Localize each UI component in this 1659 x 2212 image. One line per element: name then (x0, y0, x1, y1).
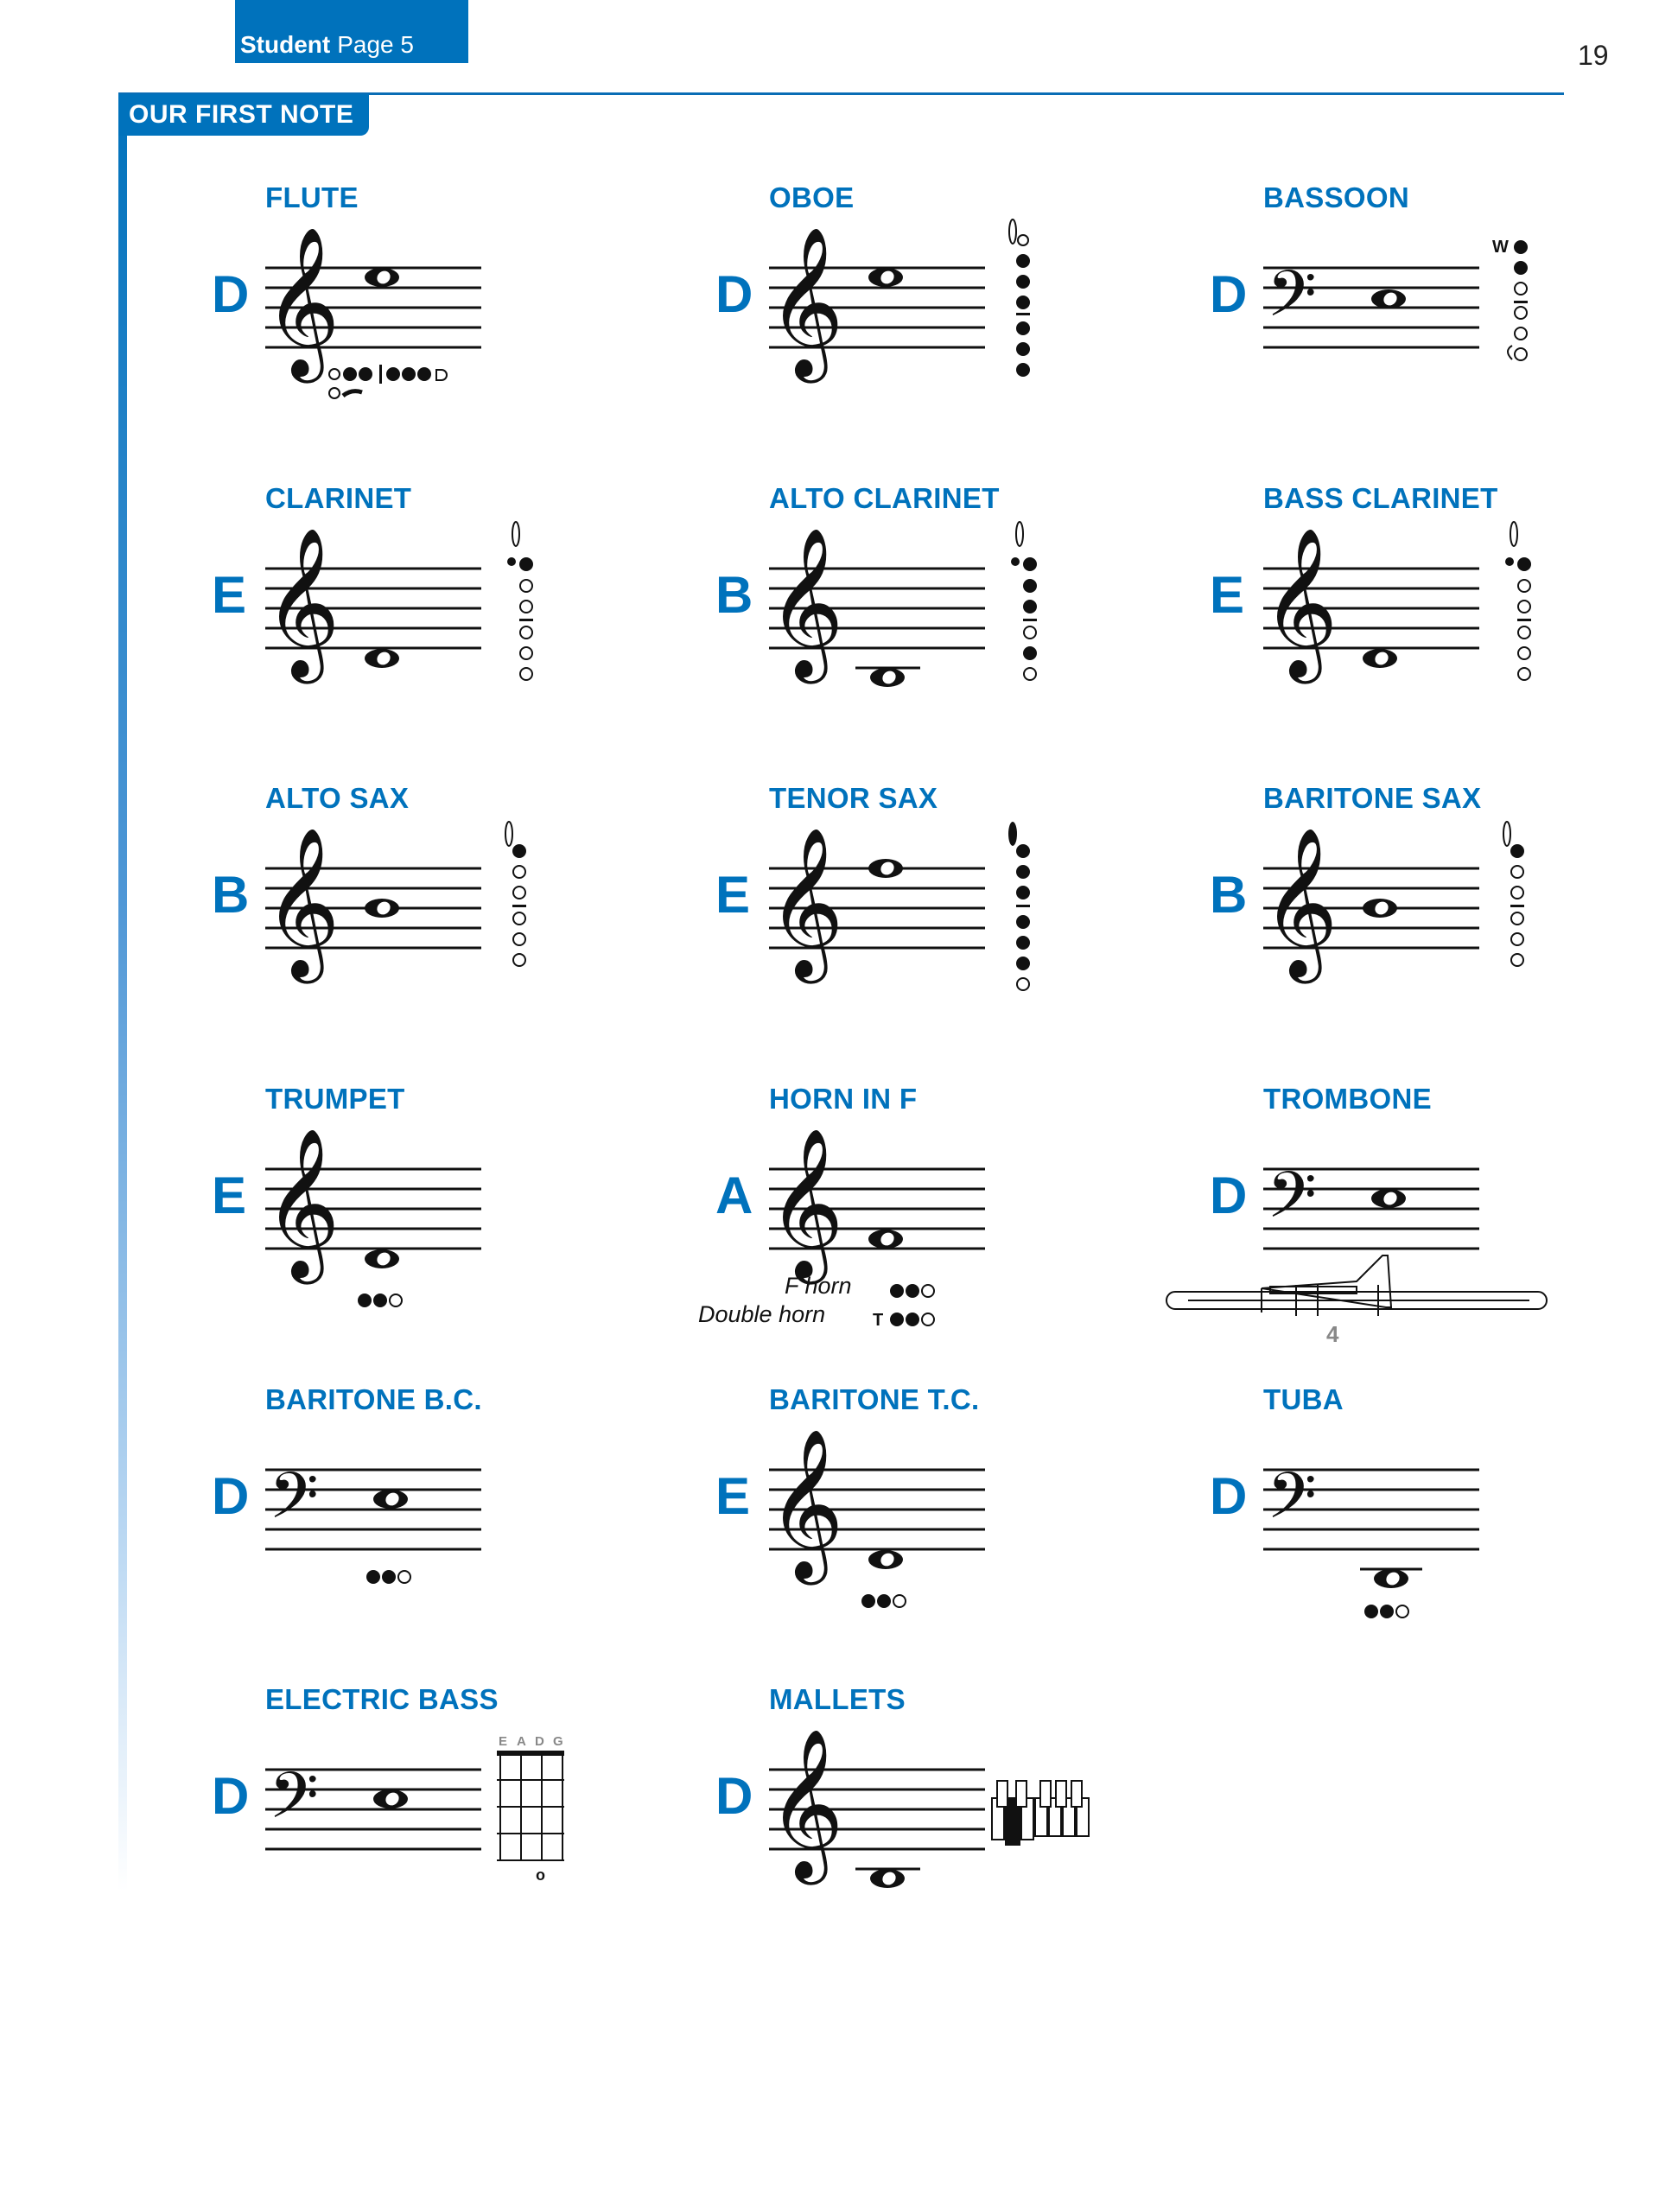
page-number: 19 (1578, 40, 1609, 71)
note-letter: B (1210, 866, 1248, 924)
slide-position: 4 (1326, 1321, 1339, 1347)
note-letter: A (715, 1166, 753, 1224)
instrument-name: TUBA (1263, 1383, 1344, 1415)
bass-staff (1263, 216, 1522, 423)
whole-note (373, 1490, 408, 1509)
trigger-mark: T (873, 1311, 884, 1330)
flute-fingering-chart (329, 365, 447, 398)
whole-note (373, 1789, 408, 1808)
whole-note (868, 1550, 903, 1569)
whole-note (1371, 1189, 1406, 1208)
instrument-bass-clarinet (1210, 482, 1659, 767)
instrument-name: ALTO SAX (265, 782, 410, 814)
instrument-name: ALTO CLARINET (769, 482, 1000, 514)
string-label-d: D (535, 1734, 544, 1749)
instrument-oboe (715, 181, 1199, 467)
instrument-alto-clarinet (715, 482, 1199, 767)
trumpet-valve-chart (358, 1294, 402, 1307)
whole-note (870, 1869, 905, 1888)
f-horn-valve-chart (890, 1284, 934, 1298)
instrument-baritone-tc (715, 1383, 1199, 1669)
note-letter: B (715, 566, 753, 624)
student-page-tab (235, 0, 468, 63)
instrument-name: TRUMPET (265, 1083, 405, 1115)
instrument-name: OBOE (769, 181, 855, 213)
instrument-flute (212, 181, 696, 467)
bass-clarinet-fingering-chart (1505, 522, 1531, 680)
section-side-bar (118, 94, 127, 1891)
treble-staff (265, 1117, 524, 1325)
treble-staff (769, 517, 1028, 724)
instrument-baritone-bc (212, 1383, 696, 1669)
treble-staff (769, 1418, 1028, 1625)
page-label: Page 5 (337, 31, 414, 58)
baritone-valve-chart (366, 1570, 410, 1584)
treble-staff (265, 817, 524, 1024)
open-string-mark: o (536, 1866, 545, 1884)
instrument-electric-bass (212, 1683, 696, 1968)
string-label-e: E (499, 1734, 508, 1749)
instrument-name: FLUTE (265, 181, 359, 213)
bassoon-fingering-chart (1492, 238, 1528, 360)
note-letter: E (212, 566, 247, 624)
treble-staff (1263, 817, 1522, 1024)
oboe-fingering-chart (1009, 219, 1030, 377)
whole-note (868, 859, 903, 878)
instrument-trumpet (212, 1083, 696, 1368)
baritone-sax-fingering-chart (1503, 822, 1524, 966)
note-letter: D (1210, 1467, 1248, 1525)
double-horn-valve-chart (873, 1311, 934, 1330)
f-horn-label: F horn (785, 1273, 852, 1299)
whole-note (365, 899, 399, 918)
whole-note (868, 268, 903, 287)
instrument-name: ELECTRIC BASS (265, 1683, 499, 1715)
section-title: OUR FIRST NOTE (118, 94, 369, 136)
instrument-name: BASSOON (1263, 181, 1409, 213)
treble-staff (265, 216, 524, 423)
treble-staff (769, 216, 1028, 423)
instrument-name: HORN IN F (769, 1083, 918, 1115)
instrument-name: BARITONE SAX (1263, 782, 1482, 814)
instrument-name: BARITONE B.C. (265, 1383, 482, 1415)
note-letter: D (212, 1767, 250, 1825)
tenor-sax-fingering-chart (1008, 822, 1030, 990)
note-letter: D (1210, 265, 1248, 323)
mallet-keyboard-diagram (992, 1781, 1089, 1845)
whole-note (1363, 649, 1397, 668)
instrument-name: MALLETS (769, 1683, 906, 1715)
instrument-name: CLARINET (265, 482, 412, 514)
treble-staff (769, 817, 1028, 1024)
instrument-name: TENOR SAX (769, 782, 938, 814)
instrument-baritone-sax (1210, 782, 1659, 1067)
whole-note (1363, 899, 1397, 918)
whisper-key-label: W (1492, 238, 1509, 257)
note-letter: D (715, 265, 753, 323)
instrument-bassoon (1210, 181, 1659, 467)
student-label: Student (240, 31, 331, 58)
double-horn-label: Double horn (698, 1301, 826, 1327)
note-letter: D (212, 265, 250, 323)
note-letter: E (715, 1467, 751, 1525)
instrument-name: BASS CLARINET (1263, 482, 1498, 514)
bass-staff (265, 1718, 611, 1925)
note-letter: D (715, 1767, 753, 1825)
instrument-trombone (1210, 1083, 1659, 1368)
instrument-name: BARITONE T.C. (769, 1383, 980, 1415)
whole-note (1374, 1569, 1408, 1588)
whole-note (365, 1249, 399, 1268)
note-letter: B (212, 866, 250, 924)
whole-note (365, 649, 399, 668)
treble-staff (265, 517, 524, 724)
note-letter: D (1210, 1166, 1248, 1224)
treble-staff (1263, 517, 1522, 724)
instrument-name: TROMBONE (1263, 1083, 1432, 1115)
instrument-mallets (715, 1683, 1199, 1968)
fretboard-diagram (497, 1734, 564, 1884)
instrument-tenor-sax (715, 782, 1199, 1067)
instrument-tuba (1210, 1383, 1659, 1669)
tuba-valve-chart (1364, 1605, 1408, 1618)
note-letter: E (715, 866, 751, 924)
string-label-a: A (517, 1734, 526, 1749)
alto-clarinet-fingering-chart (1011, 522, 1037, 680)
baritone-tc-valve-chart (861, 1594, 906, 1608)
whole-note (1371, 289, 1406, 308)
instrument-alto-sax (212, 782, 696, 1067)
clarinet-fingering-chart (507, 522, 533, 680)
note-letter: E (212, 1166, 247, 1224)
instrument-horn-in-f (698, 1083, 1199, 1368)
whole-note (365, 268, 399, 287)
bass-staff (1263, 1418, 1522, 1625)
whole-note (868, 1230, 903, 1249)
note-letter: E (1210, 566, 1245, 624)
whole-note (870, 668, 905, 687)
trombone-slide-icon (1166, 1247, 1590, 1351)
bass-staff (265, 1418, 524, 1625)
string-label-g: G (553, 1734, 563, 1749)
treble-staff (769, 1718, 1132, 1925)
alto-sax-fingering-chart (505, 822, 526, 966)
note-letter: D (212, 1467, 250, 1525)
instrument-clarinet (212, 482, 696, 767)
